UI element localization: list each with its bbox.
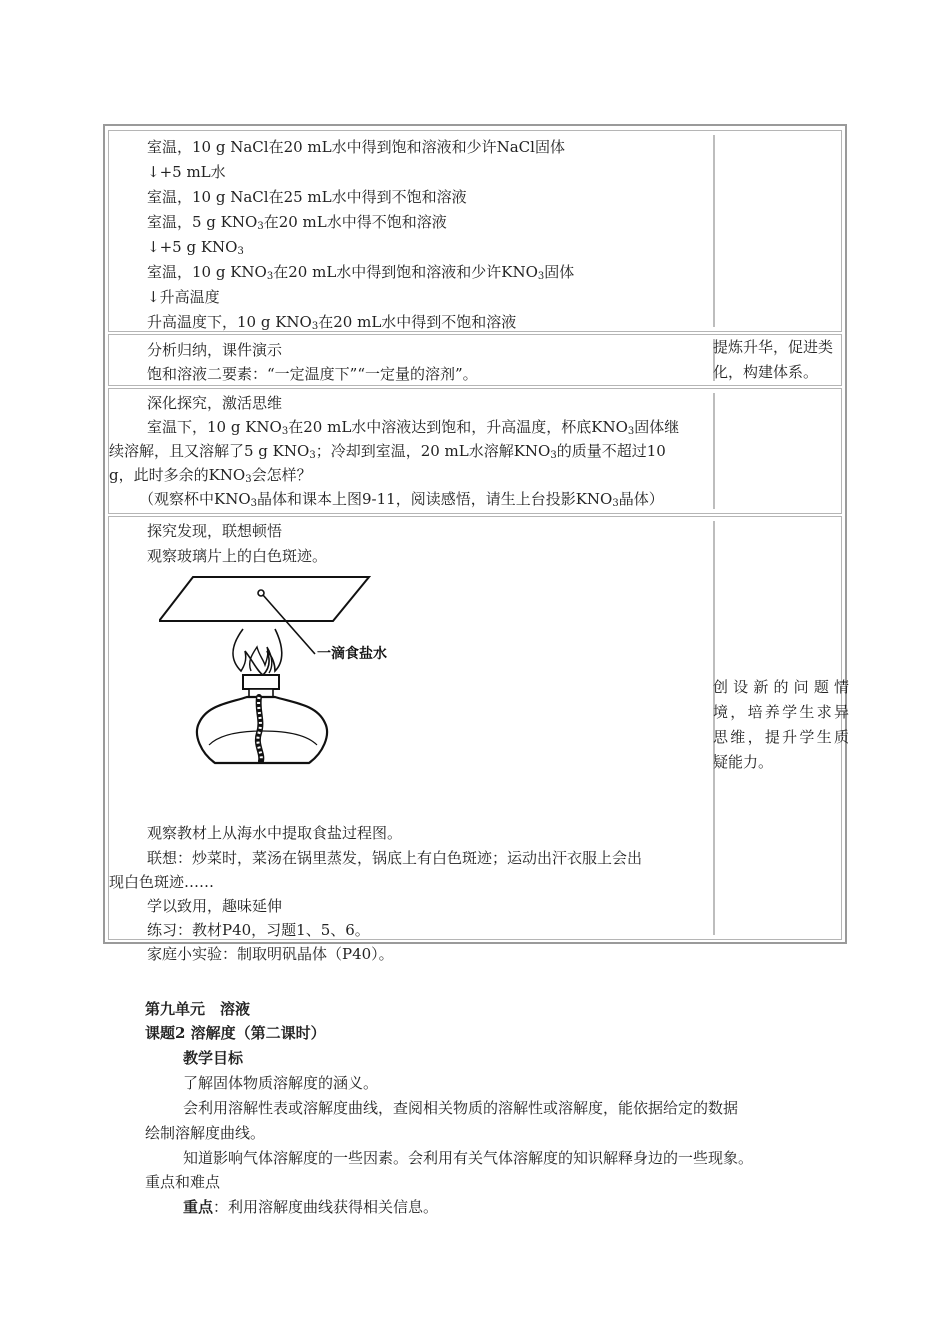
goal-3: 知道影响气体溶解度的一些因素。会利用有关气体溶解度的知识解释身边的一些现象。 bbox=[183, 1149, 754, 1167]
row1-line-6: 室温，10 g $KNO_3$在20 mL水中得到饱和溶液和少许$KNO_3$固体 bbox=[147, 263, 575, 282]
row1-line-3: 室温，10 g NaCl在25 mL水中得到不饱和溶液 bbox=[147, 188, 467, 206]
row1-line-7: ↓升高温度 bbox=[147, 288, 220, 306]
keypoints-title: 重点和难点 bbox=[145, 1173, 221, 1191]
row4-home: 家庭小实验：制取明矾晶体（P40）。 bbox=[147, 945, 394, 963]
row2-line-1: 分析归纳，课件演示 bbox=[147, 341, 283, 359]
row1-line-5: ↓+5 g $KNO_3$ bbox=[147, 238, 244, 257]
row1-line-8: 升高温度下，10 g $KNO_3$在20 mL水中得到不饱和溶液 bbox=[147, 313, 517, 332]
row3-line-3: g，此时多余的$KNO_3$会怎样？ bbox=[109, 466, 312, 485]
table-row bbox=[108, 516, 849, 963]
goal-1: 了解固体物质溶解度的涵义。 bbox=[183, 1074, 379, 1092]
lesson-table bbox=[103, 124, 849, 963]
lesson-title: 课题2 溶解度（第二课时） bbox=[145, 1024, 326, 1042]
goal-2a: 会利用溶解性表或溶解度曲线，查阅相关物质的溶解性或溶解度，能依据给定的数据 bbox=[183, 1099, 739, 1117]
row1-line-2: ↓+5 mL水 bbox=[147, 163, 226, 181]
row4-apply: 学以致用，趣味延伸 bbox=[147, 897, 283, 915]
table-row bbox=[108, 388, 842, 514]
alcohol-lamp-figure bbox=[159, 575, 389, 785]
row2-line-2: 饱和溶液二要素：“一定温度下”“一定量的溶剂”。 bbox=[147, 365, 478, 383]
goals-title: 教学目标 bbox=[183, 1049, 244, 1067]
table-row bbox=[108, 130, 842, 332]
goal-2b: 绘制溶解度曲线。 bbox=[145, 1124, 266, 1142]
figure-label: 一滴食盐水 bbox=[317, 645, 387, 661]
row4-assoc-1: 联想：炒菜时，菜汤在锅里蒸发，锅底上有白色斑迹；运动出汗衣服上会出 bbox=[147, 849, 643, 867]
row3-heading: 深化探究，激活思维 bbox=[147, 394, 283, 412]
row4-note-1: 创设新的问题情 bbox=[713, 678, 849, 696]
row4-observe2: 观察教材上从海水中提取食盐过程图。 bbox=[147, 824, 403, 842]
table-row bbox=[108, 334, 842, 386]
row1-line-4: 室温，5 g $KNO_3$在20 mL水中得不饱和溶液 bbox=[147, 213, 447, 232]
row3-line-1: 室温下，10 g $KNO_3$在20 mL水中溶液达到饱和，升高温度，杯底$KNO_3$固体继 bbox=[147, 418, 680, 437]
row3-line-2: 续溶解，且又溶解了5 g $KNO_3$；冷却到室温，20 mL水溶解$KNO_3$的质量不超过10 bbox=[109, 442, 666, 461]
row4-exercise: 练习：教材P40，习题1、5、6。 bbox=[147, 921, 370, 939]
row4-assoc-2: 现白色斑迹…… bbox=[109, 873, 215, 891]
row4-note-3: 思维，提升学生质 bbox=[713, 728, 849, 746]
row4-note-4: 疑能力。 bbox=[713, 753, 774, 771]
row4-observe: 观察玻璃片上的白色斑迹。 bbox=[147, 547, 328, 565]
row2-note-1: 提炼升华，促进类 bbox=[713, 338, 834, 356]
unit-title: 第九单元 溶液 bbox=[145, 1000, 251, 1018]
row1-line-1: 室温，10 g NaCl在20 mL水中得到饱和溶液和少许NaCl固体 bbox=[147, 138, 565, 156]
row3-line-4: （观察杯中$KNO_3$晶体和课本上图9-11，阅读感悟，请生上台投影$KNO_3$晶体） bbox=[139, 490, 664, 509]
row4-note-2: 境，培养学生求异 bbox=[713, 703, 849, 721]
focus-line: 重点：利用溶解度曲线获得相关信息。 bbox=[183, 1198, 439, 1216]
row2-note-2: 化，构建体系。 bbox=[713, 363, 819, 381]
row4-heading: 探究发现，联想顿悟 bbox=[147, 522, 283, 540]
